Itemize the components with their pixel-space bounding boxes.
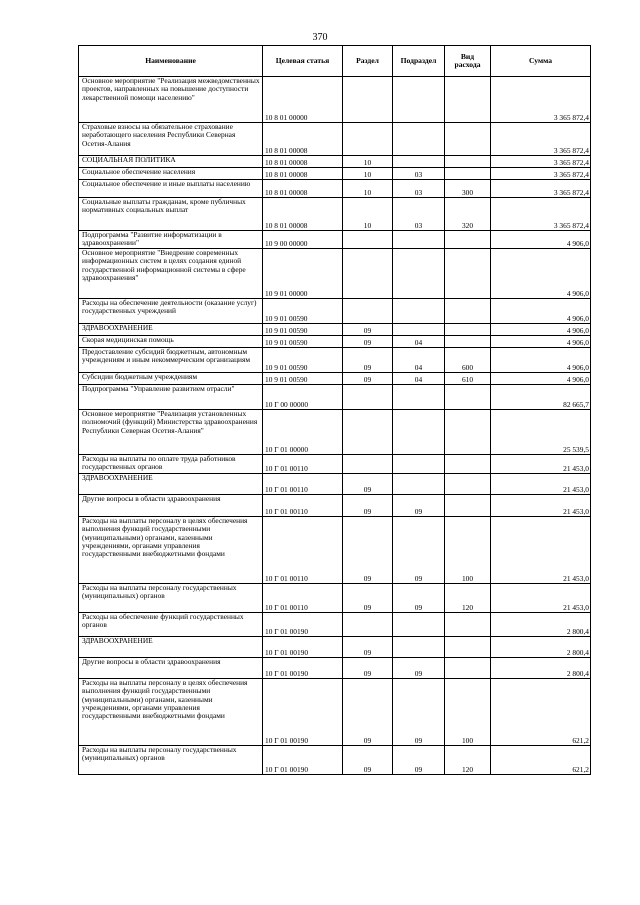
table-row [79, 637, 591, 658]
row-name: СОЦИАЛЬНАЯ ПОЛИТИКА [79, 156, 263, 168]
row-subsection: 03 [393, 198, 445, 231]
row-target-article: 10 9 01 00590 [263, 324, 343, 336]
row-expense-type [445, 637, 491, 658]
row-expense-type [445, 385, 491, 410]
row-target-article: 10 Г 01 00190 [263, 658, 343, 679]
row-expense-type [445, 231, 491, 249]
row-subsection: 09 [393, 746, 445, 775]
row-expense-type [445, 123, 491, 156]
row-expense-type [445, 249, 491, 299]
row-target-article: 10 9 01 00590 [263, 348, 343, 373]
row-target-article: 10 Г 01 00110 [263, 474, 343, 495]
row-target-article: 10 Г 01 00190 [263, 679, 343, 746]
row-sum: 21 453,0 [491, 495, 591, 517]
row-target-article: 10 Г 00 00000 [263, 385, 343, 410]
row-sum: 3 365 872,4 [491, 198, 591, 231]
row-subsection: 09 [393, 584, 445, 613]
row-expense-type: 610 [445, 373, 491, 385]
col-header-sum: Сумма [491, 46, 591, 77]
row-sum: 621,2 [491, 746, 591, 775]
row-section: 09 [343, 584, 393, 613]
row-name: Расходы на выплаты персоналу государственных (муниципальных) органов [79, 584, 263, 613]
row-target-article: 10 Г 01 00190 [263, 613, 343, 637]
row-subsection [393, 410, 445, 455]
row-section: 09 [343, 373, 393, 385]
row-sum: 2 800,4 [491, 658, 591, 679]
budget-table [78, 45, 591, 775]
row-target-article: 10 8 01 00008 [263, 123, 343, 156]
row-sum: 21 453,0 [491, 517, 591, 584]
row-name: Расходы на обеспечение деятельности (оказание услуг) государственных учреждений [79, 299, 263, 324]
row-name: Страховые взносы на обязательное страхование неработающего населения Республики Северная Осетия-Алания [79, 123, 263, 156]
row-expense-type [445, 474, 491, 495]
row-subsection [393, 299, 445, 324]
row-target-article: 10 9 01 00590 [263, 299, 343, 324]
row-expense-type [445, 324, 491, 336]
table-row [79, 336, 591, 348]
row-expense-type [445, 410, 491, 455]
row-target-article: 10 8 01 00008 [263, 168, 343, 180]
row-target-article: 10 Г 01 00110 [263, 584, 343, 613]
row-section: 09 [343, 746, 393, 775]
row-sum: 3 365 872,4 [491, 168, 591, 180]
table-row [79, 180, 591, 198]
col-header-target-article: Целевая статья [263, 46, 343, 77]
row-name: Предоставление субсидий бюджетным, автономным учреждениям и иным некоммерческим организациям [79, 348, 263, 373]
row-name: Социальное обеспечение населения [79, 168, 263, 180]
row-target-article: 10 Г 01 00110 [263, 517, 343, 584]
table-header-row [79, 46, 591, 77]
row-sum: 621,2 [491, 679, 591, 746]
row-section: 09 [343, 495, 393, 517]
row-subsection [393, 455, 445, 474]
row-target-article: 10 9 00 00000 [263, 231, 343, 249]
row-name: Подпрограмма "Управление развитием отрасли" [79, 385, 263, 410]
row-sum: 4 906,0 [491, 249, 591, 299]
table-row [79, 77, 591, 123]
table-row [79, 410, 591, 455]
row-subsection: 03 [393, 180, 445, 198]
row-target-article: 10 9 01 00000 [263, 249, 343, 299]
row-expense-type [445, 168, 491, 180]
row-expense-type: 100 [445, 517, 491, 584]
row-name: Подпрограмма "Развитие информатизации в здравоохранении" [79, 231, 263, 249]
row-subsection [393, 385, 445, 410]
row-section: 09 [343, 336, 393, 348]
row-subsection: 09 [393, 517, 445, 584]
row-name: Другие вопросы в области здравоохранения [79, 495, 263, 517]
row-sum: 3 365 872,4 [491, 123, 591, 156]
table-row [79, 679, 591, 746]
row-section [343, 249, 393, 299]
table-row [79, 299, 591, 324]
table-row [79, 348, 591, 373]
row-section: 09 [343, 637, 393, 658]
row-target-article: 10 8 01 00008 [263, 198, 343, 231]
col-header-expense-type: Вид расхода [445, 46, 491, 77]
col-header-section: Раздел [343, 46, 393, 77]
row-section [343, 455, 393, 474]
row-expense-type: 120 [445, 584, 491, 613]
row-section [343, 77, 393, 123]
col-header-subsection: Подраздел [393, 46, 445, 77]
row-sum: 4 906,0 [491, 231, 591, 249]
row-name: Расходы на обеспечение функций государственных органов [79, 613, 263, 637]
row-section: 09 [343, 658, 393, 679]
table-row [79, 474, 591, 495]
row-expense-type [445, 156, 491, 168]
row-section: 09 [343, 517, 393, 584]
row-sum: 2 800,4 [491, 613, 591, 637]
table-row [79, 658, 591, 679]
row-subsection: 03 [393, 168, 445, 180]
table-row [79, 156, 591, 168]
row-name: ЗДРАВООХРАНЕНИЕ [79, 324, 263, 336]
row-subsection [393, 249, 445, 299]
row-subsection [393, 123, 445, 156]
row-subsection: 09 [393, 658, 445, 679]
row-subsection: 04 [393, 348, 445, 373]
table-row [79, 495, 591, 517]
row-subsection: 09 [393, 679, 445, 746]
table-row [79, 613, 591, 637]
row-subsection [393, 156, 445, 168]
row-expense-type [445, 658, 491, 679]
row-expense-type [445, 77, 491, 123]
row-section [343, 231, 393, 249]
row-subsection [393, 637, 445, 658]
row-section: 09 [343, 474, 393, 495]
table-row [79, 198, 591, 231]
row-section [343, 385, 393, 410]
row-section: 09 [343, 679, 393, 746]
row-target-article: 10 9 01 00590 [263, 336, 343, 348]
row-section [343, 613, 393, 637]
row-expense-type: 120 [445, 746, 491, 775]
row-target-article: 10 Г 01 00110 [263, 495, 343, 517]
row-sum: 4 906,0 [491, 336, 591, 348]
row-expense-type: 320 [445, 198, 491, 231]
table-row [79, 373, 591, 385]
row-target-article: 10 Г 01 00000 [263, 410, 343, 455]
row-section: 09 [343, 324, 393, 336]
table-row [79, 385, 591, 410]
row-expense-type [445, 613, 491, 637]
row-sum: 3 365 872,4 [491, 156, 591, 168]
row-name: Расходы на выплаты по оплате труда работников государственных органов [79, 455, 263, 474]
row-sum: 4 906,0 [491, 373, 591, 385]
row-sum: 82 665,7 [491, 385, 591, 410]
row-name: Скорая медицинская помощь [79, 336, 263, 348]
row-sum: 3 365 872,4 [491, 77, 591, 123]
row-section [343, 123, 393, 156]
row-section: 10 [343, 168, 393, 180]
row-sum: 21 453,0 [491, 455, 591, 474]
table-row [79, 455, 591, 474]
row-name: Субсидии бюджетным учреждениям [79, 373, 263, 385]
row-name: Основное мероприятие "Внедрение современных информационных систем в целях создания единой государственной информационной системы в сфере здравоохранения" [79, 249, 263, 299]
table-row [79, 746, 591, 775]
table-row [79, 517, 591, 584]
table-row [79, 584, 591, 613]
row-subsection: 04 [393, 373, 445, 385]
row-subsection: 09 [393, 495, 445, 517]
row-expense-type [445, 299, 491, 324]
row-section: 10 [343, 198, 393, 231]
table-row [79, 249, 591, 299]
table-row [79, 123, 591, 156]
row-target-article: 10 Г 01 00110 [263, 455, 343, 474]
row-expense-type [445, 455, 491, 474]
row-subsection [393, 324, 445, 336]
row-target-article: 10 Г 01 00190 [263, 746, 343, 775]
row-section: 10 [343, 180, 393, 198]
col-header-name: Наименование [79, 46, 263, 77]
row-sum: 4 906,0 [491, 299, 591, 324]
table-row [79, 324, 591, 336]
row-name: Другие вопросы в области здравоохранения [79, 658, 263, 679]
row-subsection [393, 613, 445, 637]
row-name: Социальные выплаты гражданам, кроме публичных нормативных социальных выплат [79, 198, 263, 231]
row-sum: 2 800,4 [491, 637, 591, 658]
row-name: Расходы на выплаты персоналу в целях обеспечения выполнения функций государственными (муниципальными) органами, казенными учреждениями, органами управления государственными внебюджетными фондами [79, 679, 263, 746]
row-section: 09 [343, 348, 393, 373]
row-sum: 3 365 872,4 [491, 180, 591, 198]
table-row [79, 168, 591, 180]
row-name: Расходы на выплаты персоналу государственных (муниципальных) органов [79, 746, 263, 775]
row-target-article: 10 9 01 00590 [263, 373, 343, 385]
page-number: 370 [312, 32, 328, 43]
row-target-article: 10 8 01 00008 [263, 156, 343, 168]
row-name: Основное мероприятие "Реализация установленных полномочий (функций) Министерства здравоохранения Республики Северная Осетия-Алания" [79, 410, 263, 455]
row-sum: 21 453,0 [491, 584, 591, 613]
row-target-article: 10 Г 01 00190 [263, 637, 343, 658]
row-sum: 4 906,0 [491, 348, 591, 373]
row-sum: 4 906,0 [491, 324, 591, 336]
row-subsection [393, 77, 445, 123]
row-expense-type: 600 [445, 348, 491, 373]
row-expense-type: 300 [445, 180, 491, 198]
row-expense-type [445, 336, 491, 348]
table-row [79, 231, 591, 249]
row-expense-type [445, 495, 491, 517]
row-section: 10 [343, 156, 393, 168]
row-subsection [393, 474, 445, 495]
row-target-article: 10 8 01 00000 [263, 77, 343, 123]
row-subsection [393, 231, 445, 249]
row-expense-type: 100 [445, 679, 491, 746]
row-subsection: 04 [393, 336, 445, 348]
row-section [343, 410, 393, 455]
row-sum: 21 453,0 [491, 474, 591, 495]
row-sum: 25 539,5 [491, 410, 591, 455]
row-name: Расходы на выплаты персоналу в целях обеспечения выполнения функций государственными (муниципальными) органами, казенными учреждениями, органами управления государственными внебюджетными фондами [79, 517, 263, 584]
row-name: ЗДРАВООХРАНЕНИЕ [79, 474, 263, 495]
row-target-article: 10 8 01 00008 [263, 180, 343, 198]
row-section [343, 299, 393, 324]
row-name: Социальное обеспечение и иные выплаты населению [79, 180, 263, 198]
row-name: ЗДРАВООХРАНЕНИЕ [79, 637, 263, 658]
row-name: Основное мероприятие "Реализация межведомственных проектов, направленных на повышение доступности лекарственной помощи населению" [79, 77, 263, 123]
